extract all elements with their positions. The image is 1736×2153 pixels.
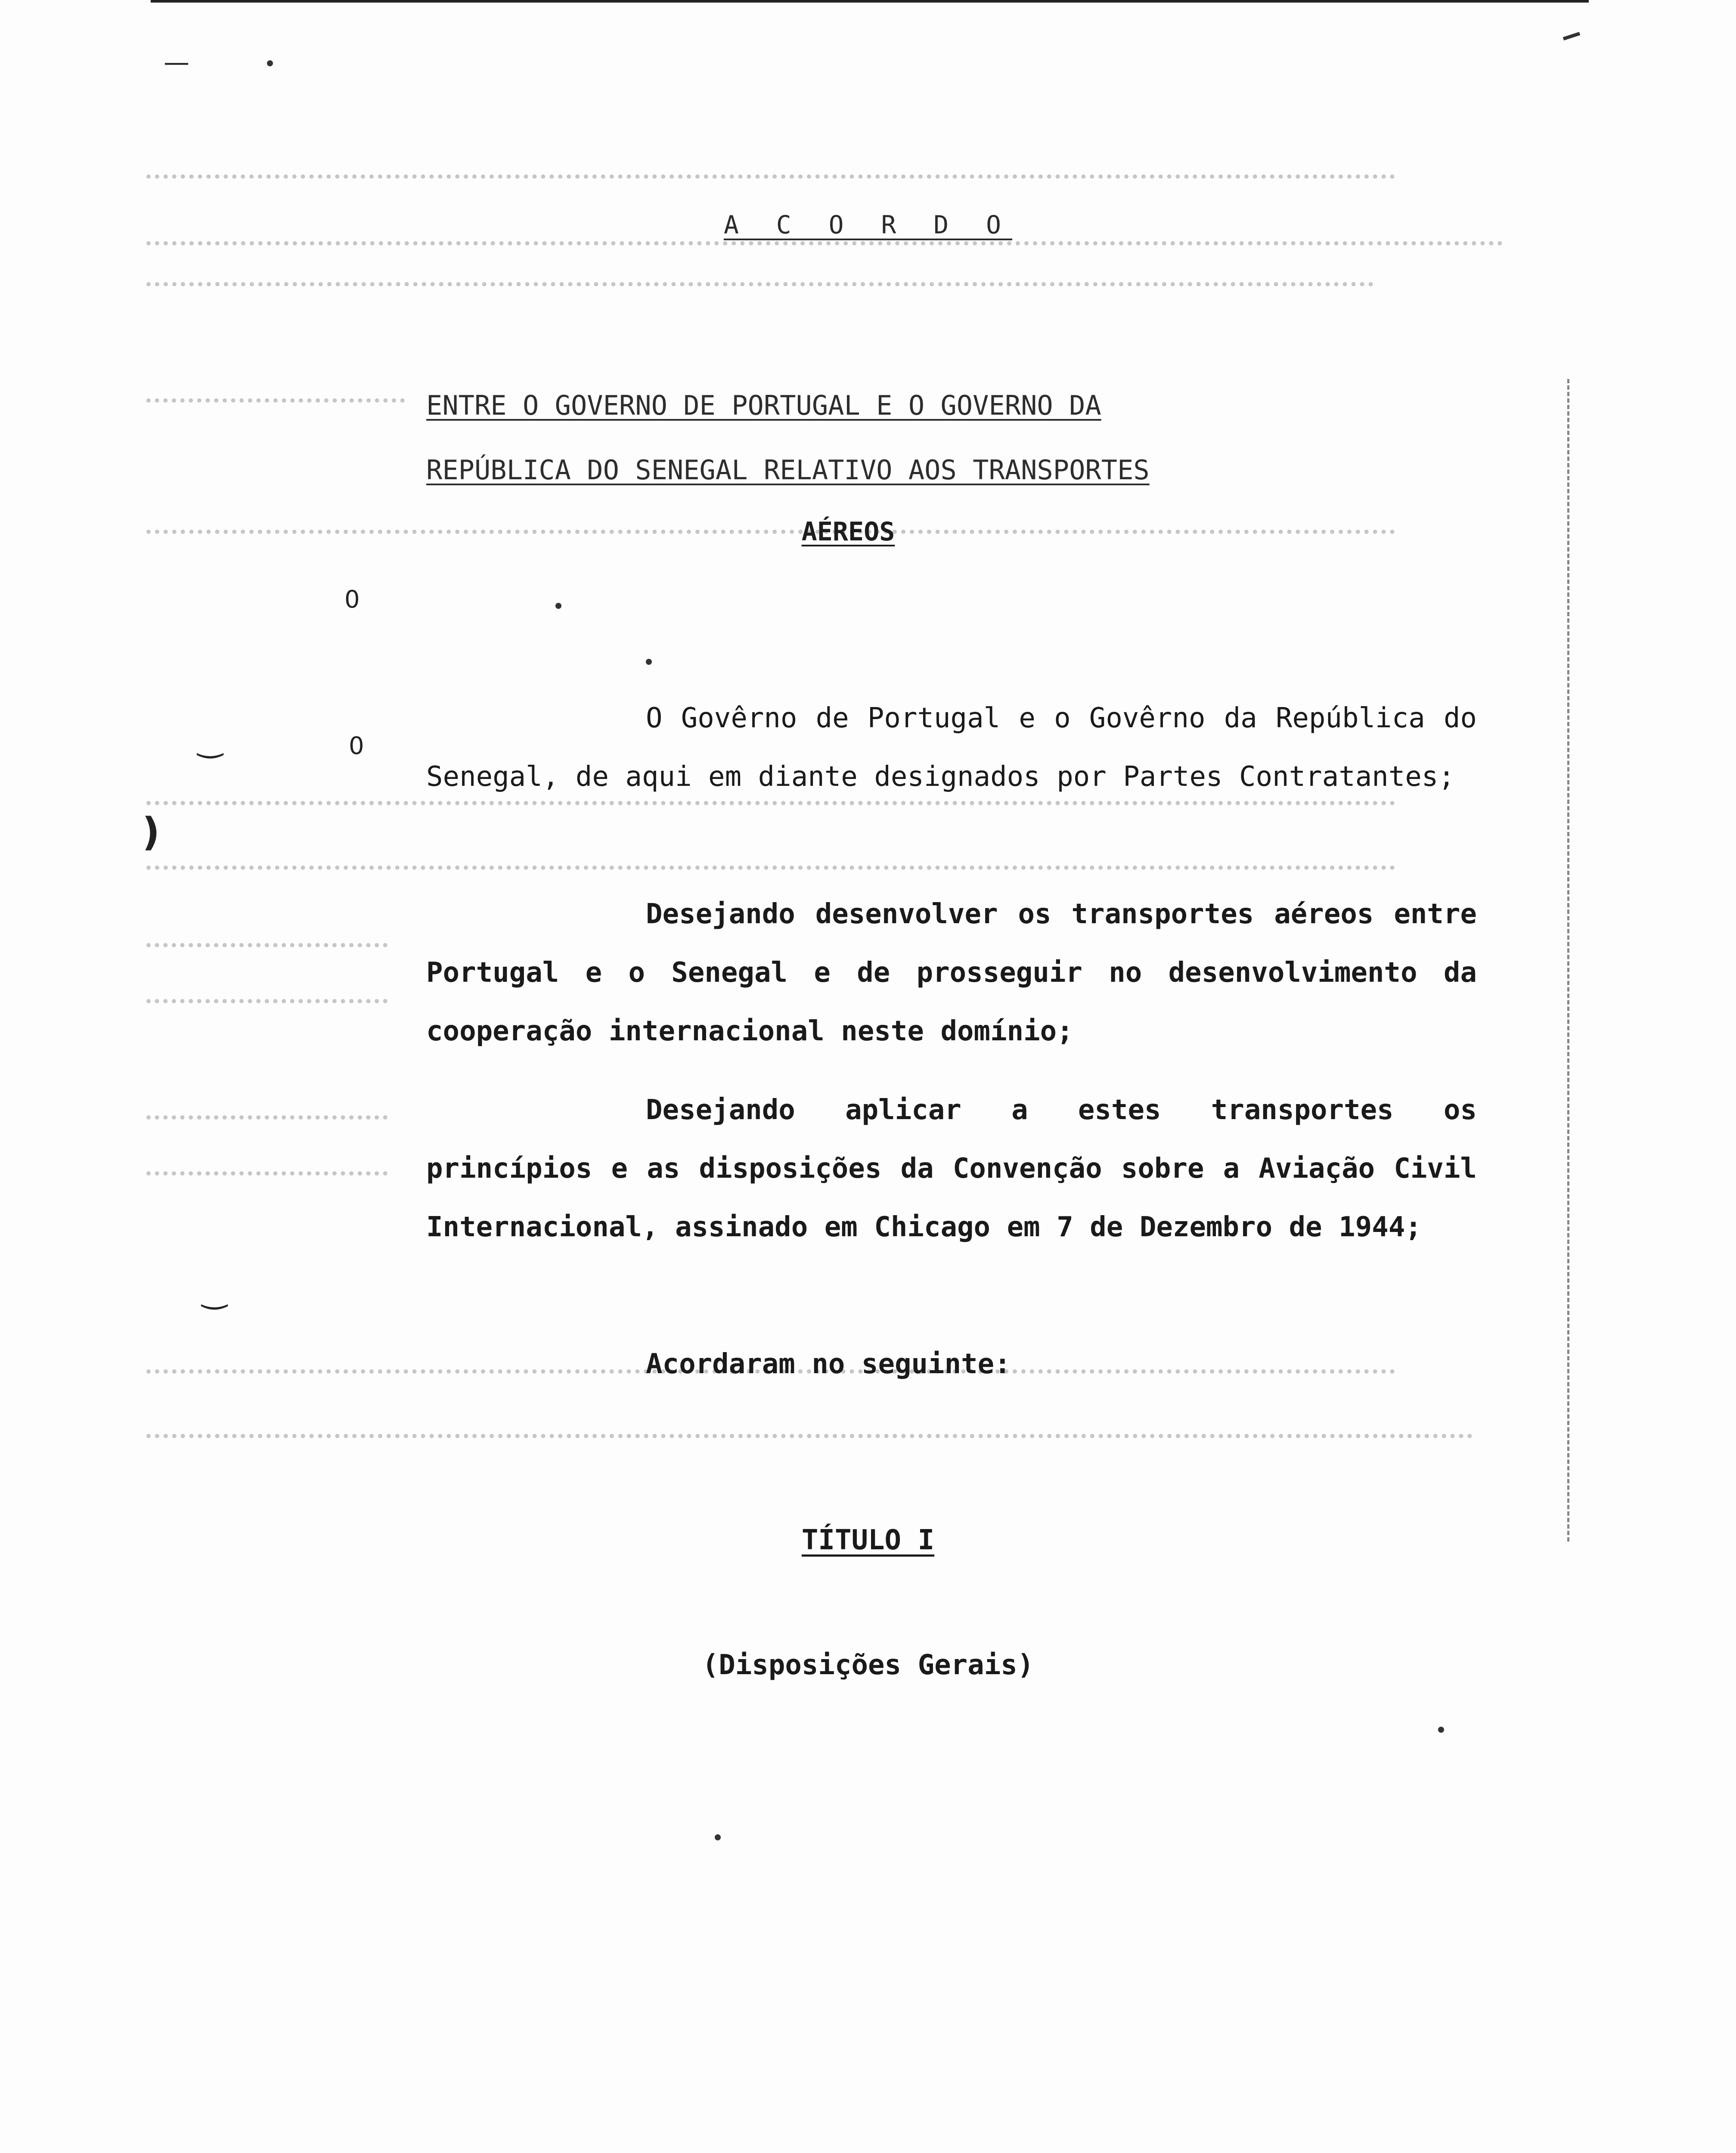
scan-noise-band — [146, 241, 1503, 257]
paragraph-recital-1 — [426, 885, 1477, 1061]
margin-mark: ‿ — [198, 723, 223, 759]
paragraph-body: cípios e as disposições da Convenção sobre a Aviação Civil Internacional, assinado em Chicago em 7 de Dezembro de 1944; — [426, 1153, 1477, 1243]
subtitle-line-3: AÉREOS — [801, 517, 895, 547]
scan-speck — [646, 659, 652, 665]
scan-noise-band — [146, 866, 1395, 881]
paragraph-first-line: Acordaram no seguinte: — [646, 1348, 1011, 1380]
scan-speck — [267, 60, 273, 66]
paragraph-body: entre Portugal e o Senegal e de prosseguir no desenvolvimento da cooperação internacional neste domínio; — [426, 898, 1477, 1047]
scan-noise-band — [146, 1115, 388, 1131]
scan-noise-band — [146, 943, 388, 959]
document-title: A C O R D O — [723, 210, 1013, 239]
scan-noise-band — [146, 999, 388, 1014]
margin-mark: ‿ — [202, 1275, 227, 1310]
paragraph-agreement — [426, 1335, 1477, 1393]
margin-mark: 0 — [344, 586, 360, 614]
paragraph-body: ca do Senegal, de aqui em diante designados por Partes Contratantes; — [426, 702, 1477, 793]
margin-mark: — — [164, 47, 189, 78]
scan-speck — [715, 1834, 721, 1840]
scan-noise-band — [146, 174, 1395, 190]
subtitle-line-1: ENTRE O GOVERNO DE PORTUGAL E O GOVERNO DA — [426, 390, 1101, 421]
paragraph-first-line: Desejando aplicar a estes transportes os prin — [426, 1094, 1477, 1185]
section-subtitle: (Disposições Gerais) — [702, 1649, 1034, 1681]
scan-noise-band — [146, 398, 405, 414]
subtitle-line-2: REPÚBLICA DO SENEGAL RELATIVO AOS TRANSPORTES — [426, 454, 1150, 486]
paragraph-first-line: Desejando desenvolver os transportes aéreos — [646, 898, 1374, 930]
scan-speck — [1438, 1727, 1444, 1733]
corner-mark — [1563, 32, 1581, 40]
scan-speck — [555, 603, 561, 609]
section-title: TÍTULO I — [801, 1524, 935, 1556]
margin-mark: 0 — [349, 732, 364, 760]
right-edge-binding-marks — [1567, 379, 1572, 1542]
scan-noise-band — [146, 1434, 1472, 1449]
paragraph-first-line: O Govêrno de Portugal e o Govêrno da Repúbli — [646, 702, 1392, 734]
paragraph-recital-2 — [426, 1081, 1477, 1256]
top-border-rule — [151, 0, 1589, 3]
paragraph-preamble — [426, 689, 1477, 806]
scan-noise-band — [146, 282, 1373, 298]
scan-noise-band — [146, 1171, 388, 1187]
margin-mark: ) — [142, 810, 160, 855]
